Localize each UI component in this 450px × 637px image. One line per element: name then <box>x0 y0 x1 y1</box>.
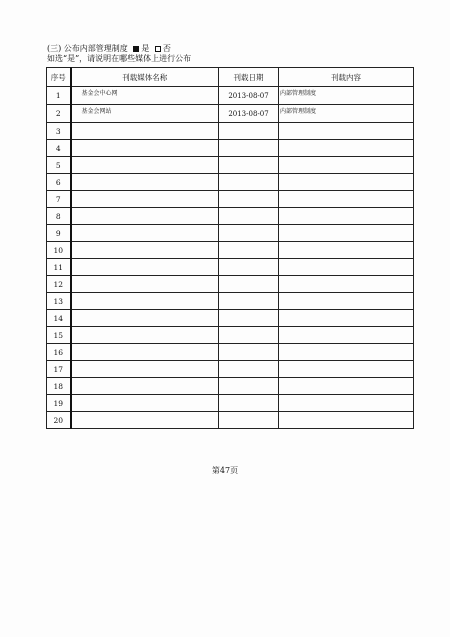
row-number: 15 <box>47 327 71 344</box>
media-name-cell <box>71 293 219 310</box>
content-cell <box>279 225 414 242</box>
row-number: 18 <box>47 378 71 395</box>
content-cell <box>279 395 414 412</box>
media-name-cell <box>71 361 219 378</box>
row-number: 19 <box>47 395 71 412</box>
media-name-cell <box>71 174 219 191</box>
content-cell: 内部管理制度 <box>279 105 414 123</box>
row-number: 1 <box>47 87 71 105</box>
row-number: 8 <box>47 208 71 225</box>
table-row <box>47 87 414 105</box>
row-number: 6 <box>47 174 71 191</box>
media-name-cell <box>71 191 219 208</box>
column-header-no: 序号 <box>47 68 71 87</box>
column-header-media: 刊载媒体名称 <box>71 68 219 87</box>
media-name-cell <box>71 242 219 259</box>
page-number: 第47页 <box>211 466 239 475</box>
publish-date-cell <box>219 378 279 395</box>
media-name-cell <box>71 140 219 157</box>
content-cell <box>279 157 414 174</box>
row-number: 12 <box>47 276 71 293</box>
publish-date-cell <box>219 225 279 242</box>
row-number: 5 <box>47 157 71 174</box>
column-header-content: 刊载内容 <box>279 68 414 87</box>
publish-date-cell: 2013-08-07 <box>219 105 279 123</box>
media-disclosure-table <box>46 67 414 429</box>
media-name-cell: 基金会中心网 <box>71 87 219 105</box>
table-row <box>47 191 414 208</box>
media-name-cell <box>71 259 219 276</box>
media-name-cell <box>71 378 219 395</box>
content-cell <box>279 361 414 378</box>
row-number: 16 <box>47 344 71 361</box>
media-name-cell <box>71 344 219 361</box>
publish-date-cell <box>219 140 279 157</box>
publish-date-cell <box>219 123 279 140</box>
table-row <box>47 123 414 140</box>
table-row <box>47 105 414 123</box>
media-name-cell <box>71 225 219 242</box>
column-header-date: 刊载日期 <box>219 68 279 87</box>
publish-date-cell <box>219 293 279 310</box>
publish-date-cell <box>219 157 279 174</box>
content-cell <box>279 174 414 191</box>
content-cell <box>279 412 414 429</box>
media-name-cell <box>71 208 219 225</box>
publish-date-cell <box>219 259 279 276</box>
row-number: 13 <box>47 293 71 310</box>
disclosure-question <box>47 44 191 54</box>
content-cell: 内部管理制度 <box>279 87 414 105</box>
yes-checkbox[interactable] <box>133 46 139 52</box>
row-number: 9 <box>47 225 71 242</box>
content-cell <box>279 293 414 310</box>
table-row <box>47 140 414 157</box>
table-row <box>47 174 414 191</box>
row-number: 2 <box>47 105 71 123</box>
publish-date-cell <box>219 242 279 259</box>
publish-date-cell: 2013-08-07 <box>219 87 279 105</box>
media-name-cell <box>71 157 219 174</box>
publish-date-cell <box>219 344 279 361</box>
row-number: 4 <box>47 140 71 157</box>
row-number: 20 <box>47 412 71 429</box>
media-name-cell: 基金会网站 <box>71 105 219 123</box>
publish-date-cell <box>219 327 279 344</box>
publish-date-cell <box>219 361 279 378</box>
publish-date-cell <box>219 310 279 327</box>
table-row <box>47 242 414 259</box>
table-body <box>47 87 414 429</box>
row-number: 11 <box>47 259 71 276</box>
content-cell <box>279 208 414 225</box>
publish-date-cell <box>219 412 279 429</box>
content-cell <box>279 140 414 157</box>
table-row <box>47 157 414 174</box>
content-cell <box>279 242 414 259</box>
content-cell <box>279 191 414 208</box>
publish-date-cell <box>219 191 279 208</box>
content-cell <box>279 123 414 140</box>
yes-label: 是 <box>141 44 150 53</box>
content-cell <box>279 310 414 327</box>
media-name-cell <box>71 123 219 140</box>
table-row <box>47 344 414 361</box>
no-checkbox[interactable] <box>155 46 161 52</box>
row-number: 3 <box>47 123 71 140</box>
table-row <box>47 225 414 242</box>
content-cell <box>279 276 414 293</box>
media-name-cell <box>71 310 219 327</box>
content-cell <box>279 327 414 344</box>
table-row <box>47 293 414 310</box>
table-row <box>47 310 414 327</box>
table-row <box>47 208 414 225</box>
publish-date-cell <box>219 276 279 293</box>
content-cell <box>279 259 414 276</box>
table-row <box>47 259 414 276</box>
row-number: 7 <box>47 191 71 208</box>
table-row <box>47 378 414 395</box>
instruction-text: 如选“是”，请说明在哪些媒体上进行公布 <box>47 54 192 63</box>
table-row <box>47 412 414 429</box>
content-cell <box>279 378 414 395</box>
question-label: (三) 公布内部管理制度 <box>47 44 128 53</box>
media-name-cell <box>71 395 219 412</box>
table-header-row <box>47 68 414 87</box>
table-row <box>47 395 414 412</box>
content-cell <box>279 344 414 361</box>
table-row <box>47 276 414 293</box>
media-name-cell <box>71 276 219 293</box>
media-name-cell <box>71 327 219 344</box>
media-name-cell <box>71 412 219 429</box>
publish-date-cell <box>219 395 279 412</box>
row-number: 10 <box>47 242 71 259</box>
no-label: 否 <box>162 44 171 53</box>
table-row <box>47 361 414 378</box>
table-row <box>47 327 414 344</box>
section-header <box>47 44 191 64</box>
row-number: 14 <box>47 310 71 327</box>
publish-date-cell <box>219 208 279 225</box>
publish-date-cell <box>219 174 279 191</box>
row-number: 17 <box>47 361 71 378</box>
